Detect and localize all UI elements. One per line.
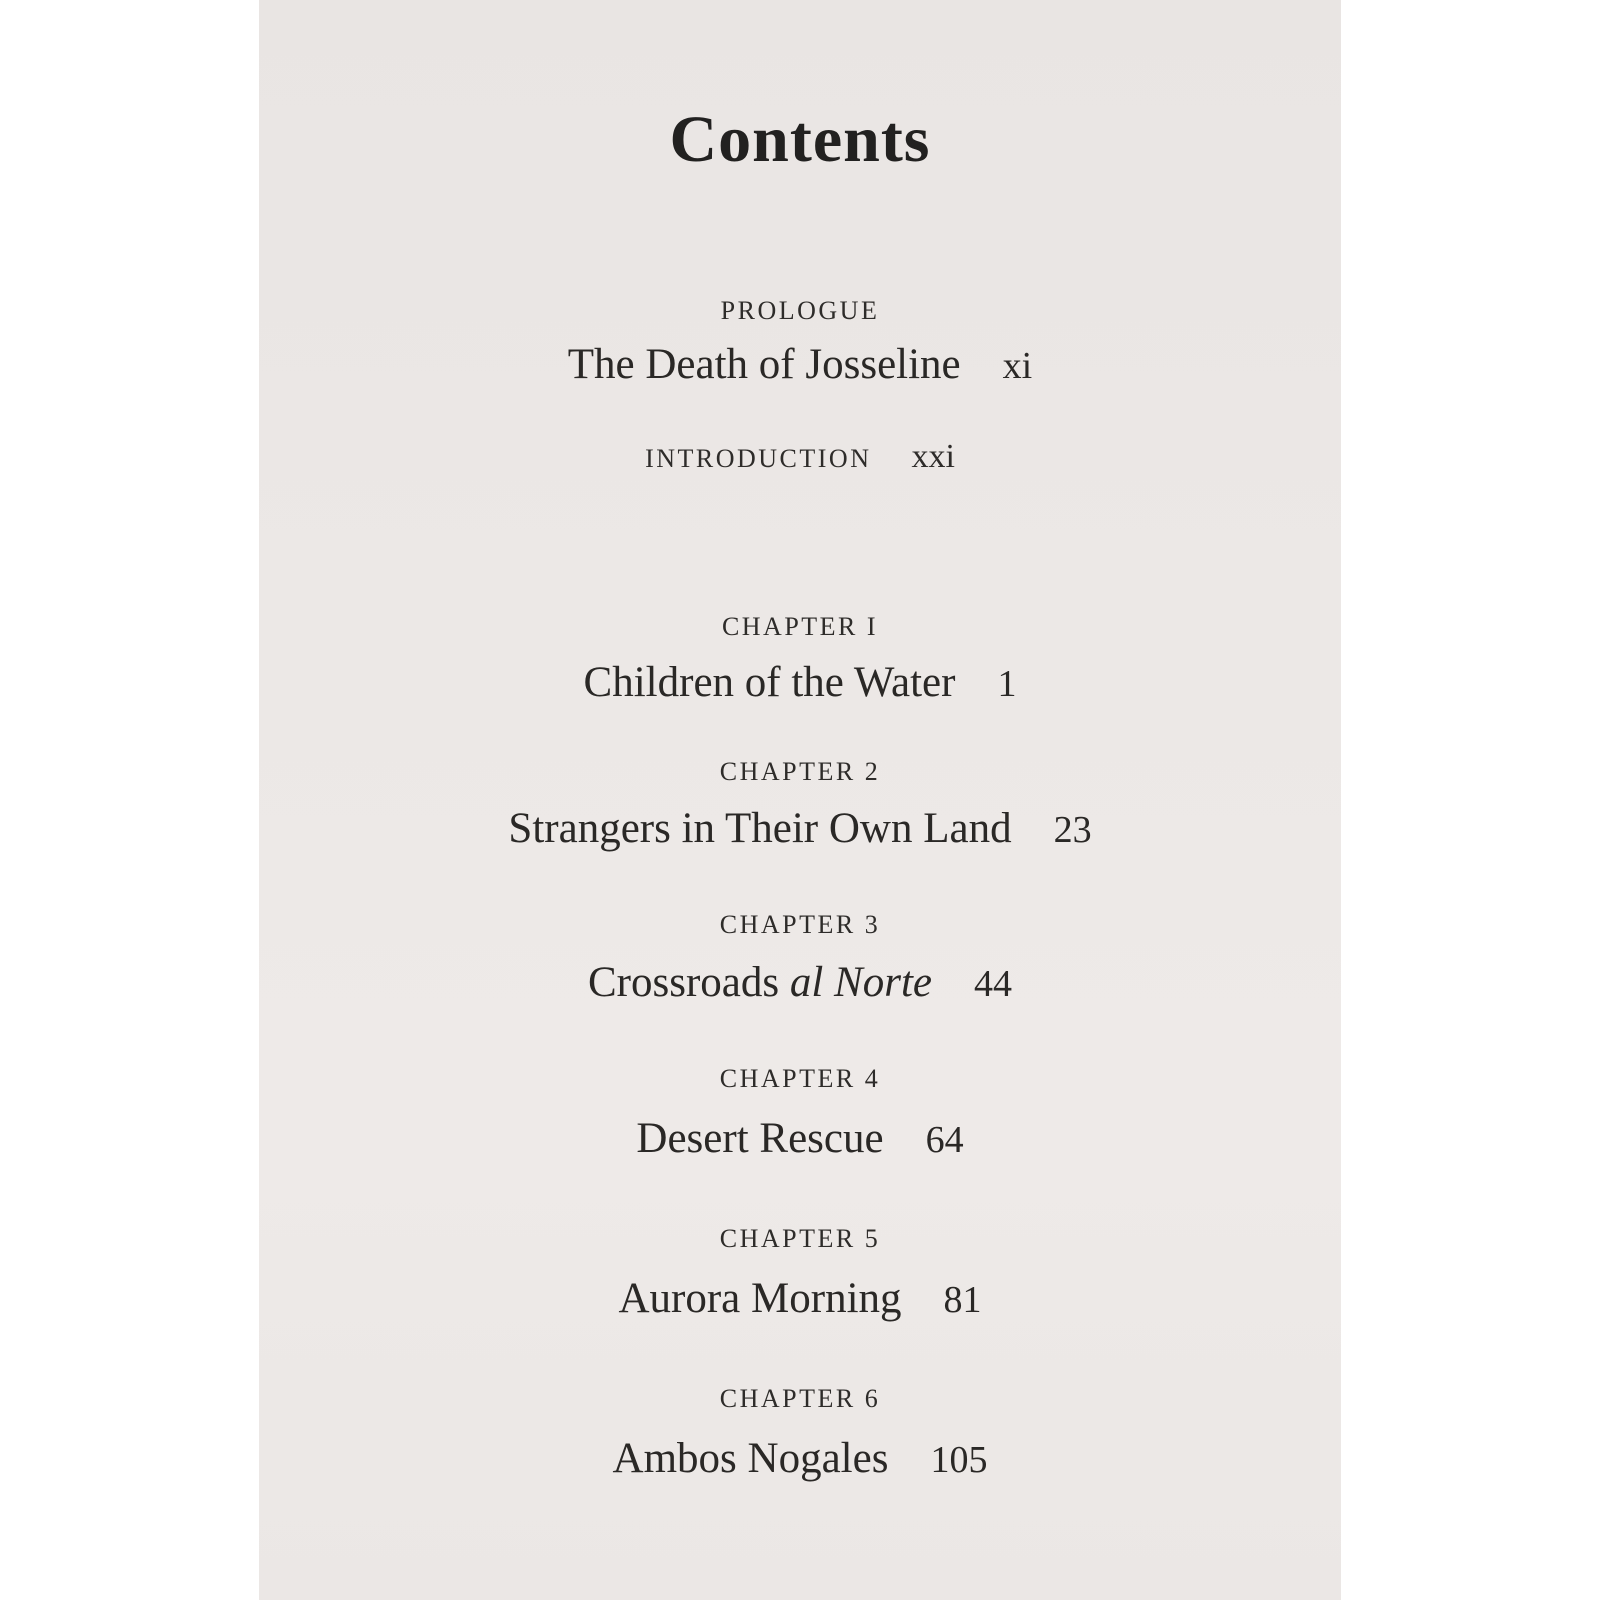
prologue-label: PROLOGUE	[720, 296, 880, 325]
chapter-1-label: CHAPTER I	[721, 612, 879, 641]
chapter-3-page-number: 44	[974, 963, 1012, 1005]
introduction-page-number: xxi	[911, 438, 955, 475]
chapter-6-entry	[259, 1434, 1341, 1483]
chapter-3-label: CHAPTER 3	[719, 910, 881, 939]
chapter-1-title: Children of the Water	[583, 659, 956, 706]
chapter-4-page-number: 64	[925, 1119, 964, 1161]
chapter-5-title: Aurora Morning	[618, 1275, 902, 1322]
chapter-6-page-number: 105	[930, 1439, 988, 1481]
chapter-3-title-plain: Crossroads	[587, 959, 780, 1006]
chapter-4-label: CHAPTER 4	[719, 1064, 881, 1093]
chapter-5-page-number: 81	[943, 1279, 982, 1321]
chapter-5-label: CHAPTER 5	[719, 1224, 881, 1253]
chapter-3-title-italic: al Norte	[789, 959, 932, 1006]
chapter-2-page-number: 23	[1053, 809, 1092, 851]
chapter-5-entry	[259, 1274, 1341, 1323]
chapter-4-entry	[259, 1114, 1341, 1163]
chapter-1-page-number: 1	[997, 663, 1017, 705]
book-page	[259, 0, 1341, 1600]
introduction-entry	[259, 438, 1341, 476]
chapter-6-label: CHAPTER 6	[719, 1384, 881, 1413]
chapter-4-title: Desert Rescue	[636, 1115, 884, 1162]
chapter-2-entry	[259, 804, 1341, 853]
chapter-2-title: Strangers in Their Own Land	[508, 805, 1012, 852]
chapter-2-label: CHAPTER 2	[719, 757, 881, 786]
chapter-1-entry	[259, 658, 1341, 707]
chapter-3-entry	[259, 958, 1341, 1007]
prologue-title: The Death of Josseline	[567, 341, 961, 388]
prologue-entry	[259, 340, 1341, 389]
prologue-page-number: xi	[1002, 345, 1033, 387]
contents-heading: Contents	[669, 103, 931, 176]
introduction-label: INTRODUCTION	[645, 444, 872, 473]
chapter-6-title: Ambos Nogales	[612, 1435, 889, 1482]
